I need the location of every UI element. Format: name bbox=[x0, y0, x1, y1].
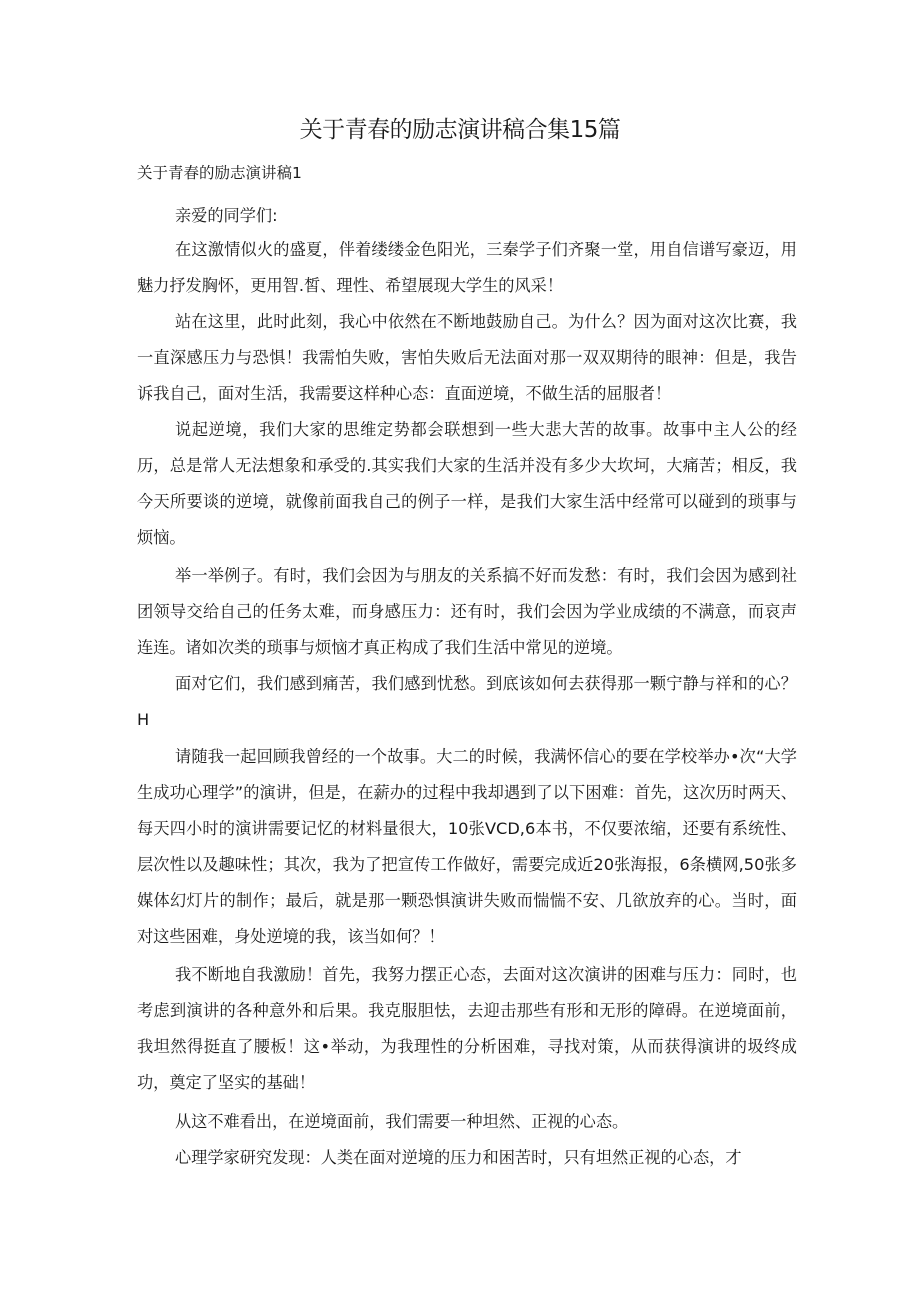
paragraph: 面对它们，我们感到痛苦，我们感到忧愁。到底该如何去获得那一颗宁静与祥和的心？H bbox=[137, 674, 797, 729]
paragraph: 从这不难看出，在逆境面前，我们需要一种坦然、正视的心态。 bbox=[175, 1112, 629, 1131]
paragraph: 在这激情似火的盛夏，伴着缕缕金色阳光，三秦学子们齐聚一堂，用自信谱写豪迈，用魅力抒发胸怀，更用智.皙、理性、希望展现大学生的风采！ bbox=[137, 240, 797, 295]
paragraph: 站在这里，此时此刻，我心中依然在不断地鼓励自己。为什么？因为面对这次比赛，我一直深感压力与恐惧！我需怕失败，害怕失败后无法面对那一双双期待的眼神：但是，我告诉我自己，面对生活，我需要这样种心态：直面逆境，不做生活的屈服者！ bbox=[137, 312, 797, 403]
paragraph: 请随我一起回顾我曾经的一个故事。大二的时候，我满怀信心的要在学校举办•次“大学生成功心理学”的演讲，但是，在薪办的过程中我却遇到了以下困难：首先，这次历时两天、每天四小时的演讲需要记忆的材料量很大，10张VCD,6本书，不仅要浓缩，还要有系统性、层次性以及趣味性；其次，我为了把宣传工作做好，需要完成近20张海报，6条横网,50张多媒体幻灯片的制作；最后，就是那一颗恐惧演讲失败而惴惴不安、几欲放弃的心。当时，面对这些困难，身处逆境的我，该当如何？！ bbox=[137, 747, 797, 946]
paragraph: 说起逆境，我们大家的思维定势都会联想到一些大悲大苦的故事。故事中主人公的经历，总是常人无法想象和承受的.其实我们大家的生活并没有多少大坎坷，大痛苦；相反，我今天所要谈的逆境，就像前面我自己的例子一样，是我们大家生活中经常可以碰到的琐事与烦恼。 bbox=[137, 420, 797, 547]
paragraph: 我不断地自我激励！首先，我努力摆正心态，去面对这次演讲的困难与压力：同时，也考虑到演讲的各种意外和后果。我克服胆怯，去迎击那些有形和无形的障碍。在逆境面前，我坦然得挺直了腰板！这•举动，为我理性的分析困难，寻找对策，从而获得演讲的圾终成功，奠定了坚实的基础！ bbox=[137, 965, 797, 1092]
paragraph-greeting: 亲爱的同学们: bbox=[175, 206, 278, 225]
document-title: 关于青春的励志演讲稿合集15篇 bbox=[299, 117, 621, 143]
paragraph: 心理学家研究发现：人类在面对逆境的压力和困苦时，只有坦然正视的心态，才 bbox=[175, 1148, 742, 1167]
paragraph: 举一举例子。有时，我们会因为与朋友的关系搞不好而发愁：有时，我们会因为感到社团领导交给自己的任务太难，而身感压力：还有时，我们会因为学业成绩的不满意，而哀声连连。诸如次类的琐事与烦恼才真正构成了我们生活中常见的逆境。 bbox=[137, 566, 797, 657]
document-subtitle: 关于青春的励志演讲稿1 bbox=[137, 164, 302, 182]
